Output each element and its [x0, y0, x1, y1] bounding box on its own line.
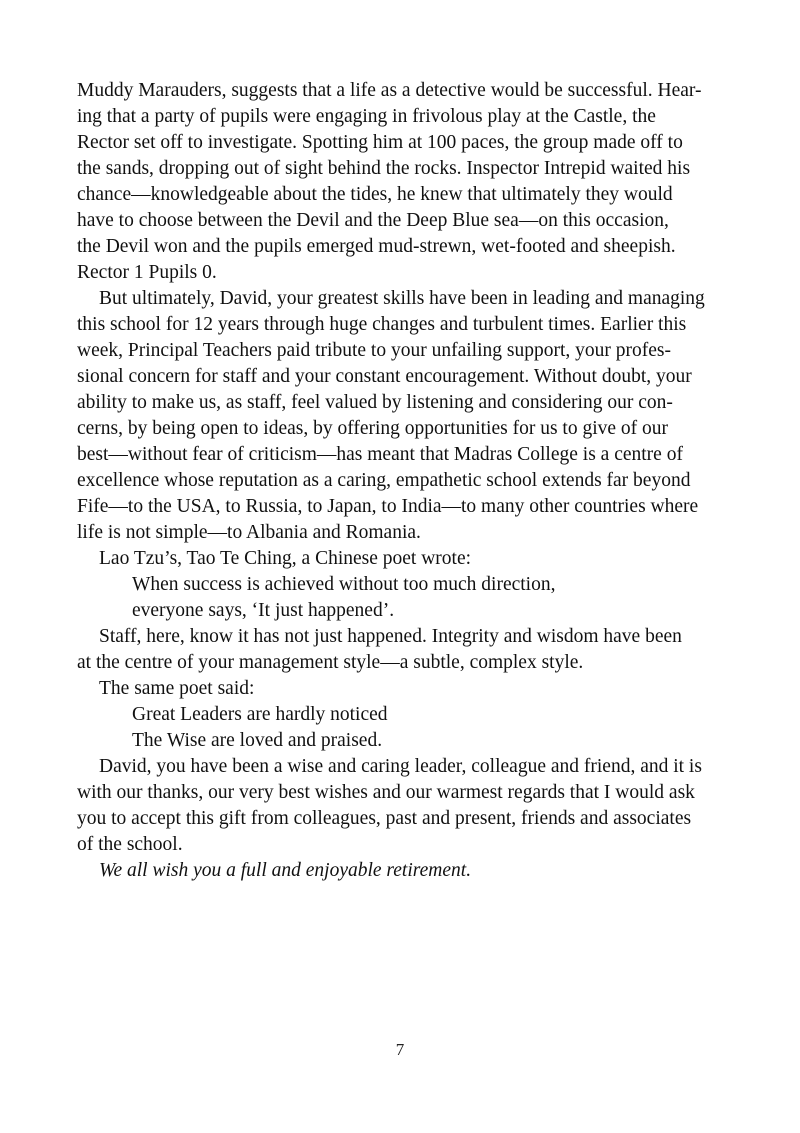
text-line: the Devil won and the pupils emerged mud-strewn, wet-footed and sheepish.: [77, 236, 676, 257]
text-line: you to accept this gift from colleagues, past and present, friends and associates: [77, 808, 692, 829]
text-line: of the school.: [77, 834, 183, 855]
text-line: with our thanks, our very best wishes and our warmest regards that I would ask: [77, 782, 695, 803]
text-line: the sands, dropping out of sight behind the rocks. Inspector Intrepid waited his: [77, 158, 691, 179]
text-line: chance—knowledgeable about the tides, he knew that ultimately they would: [77, 184, 673, 205]
text-line: best—without fear of criticism—has meant that Madras College is a centre of: [77, 444, 683, 465]
text-line: Rector set off to investigate. Spotting him at 100 paces, the group made off to: [77, 132, 683, 153]
paragraph-start-line: Staff, here, know it has not just happened. Integrity and wisdom have been: [99, 626, 682, 647]
text-line: cerns, by being open to ideas, by offering opportunities for us to give of our: [77, 418, 669, 439]
text-line: Rector 1 Pupils 0.: [77, 262, 217, 283]
text-line: ability to make us, as staff, feel valued by listening and considering our con-: [77, 392, 673, 413]
text-line: ing that a party of pupils were engaging in frivolous play at the Castle, the: [77, 106, 656, 127]
text-line: this school for 12 years through huge changes and turbulent times. Earlier this: [77, 314, 687, 335]
quote-line: everyone says, ‘It just happened’.: [132, 600, 395, 621]
quote-line: When success is achieved without too much direction,: [132, 574, 556, 595]
closing-wish-line: We all wish you a full and enjoyable retirement.: [99, 860, 472, 881]
paragraph-start-line: But ultimately, David, your greatest skills have been in leading and managing: [99, 288, 705, 309]
paragraph-start-line: David, you have been a wise and caring leader, colleague and friend, and it is: [99, 756, 702, 777]
quote-line: Great Leaders are hardly noticed: [132, 704, 388, 725]
page-number: 7: [395, 1040, 405, 1059]
quote-line: The Wise are loved and praised.: [132, 730, 383, 751]
text-line: week, Principal Teachers paid tribute to your unfailing support, your profes-: [77, 340, 671, 361]
text-line: Muddy Marauders, suggests that a life as a detective would be successful. Hear-: [77, 80, 702, 101]
text-line: Fife—to the USA, to Russia, to Japan, to India—to many other countries where: [77, 496, 699, 517]
text-line: at the centre of your management style—a subtle, complex style.: [77, 652, 584, 673]
paragraph-start-line: Lao Tzu’s, Tao Te Ching, a Chinese poet wrote:: [99, 548, 472, 569]
text-line: life is not simple—to Albania and Romania.: [77, 522, 421, 543]
text-line: sional concern for staff and your constant encouragement. Without doubt, your: [77, 366, 692, 387]
text-line: have to choose between the Devil and the Deep Blue sea—on this occasion,: [77, 210, 669, 231]
text-line: excellence whose reputation as a caring, empathetic school extends far beyond: [77, 470, 691, 491]
paragraph-start-line: The same poet said:: [99, 678, 255, 699]
